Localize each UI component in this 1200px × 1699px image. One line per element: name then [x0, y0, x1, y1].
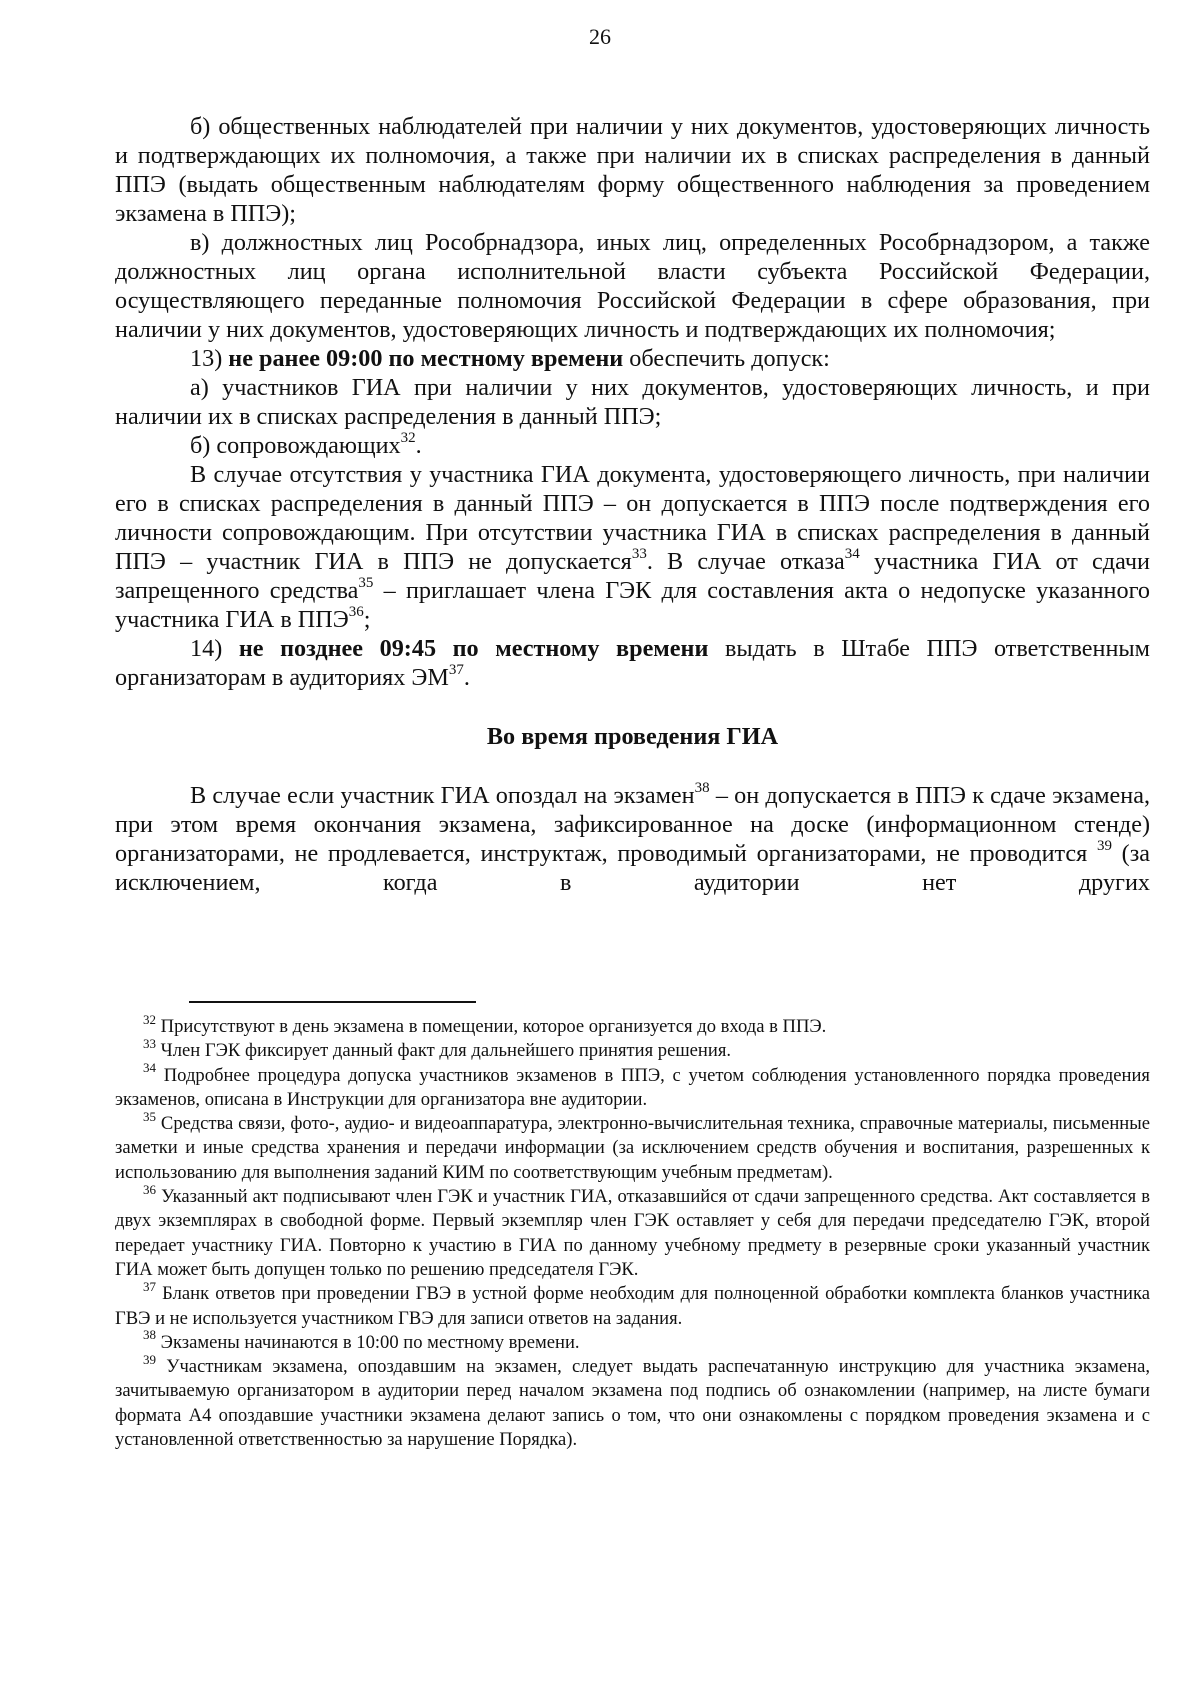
footnote-39: $^{39}$ Участникам экзамена, опоздавшим на экзамен, следует выдать распечатанную инструкцию для участника экзамена, зачитываемую организатором в аудитории перед началом экзамена под подпись об ознакомлении (например, на листе бумаги формата А4 опоздавшие участники экзамена делают запись о том, что они ознакомлены с порядком проведения экзамена и с установленной ответственностью за нарушение Порядка). [115, 1351, 1150, 1451]
footnote-ref-38: 38 [694, 780, 710, 797]
paragraph-officials: в) должностных лиц Рособрнадзора, иных лиц, определенных Рособрнадзором, а также должностных лиц органа исполнительной власти субъекта Российской Федерации, осуществляющего переданные полномочия Российской Федерации в сфере образования, при наличии у них документов, удостоверяющих личность и подтверждающих их полномочия; [115, 229, 1150, 343]
footnote-ref-33: 33 [631, 546, 647, 563]
footnote-33: $^{33}$ Член ГЭК фиксирует данный факт для дальнейшего принятия решения. [143, 1035, 732, 1062]
footnote-ref-39: 39 [1096, 838, 1112, 855]
footnote-34: $^{34}$ Подробнее процедура допуска участников экзаменов в ППЭ, с учетом соблюдения установленного порядка проведения экзаменов, описана в Инструкции для организатора вне аудитории. [115, 1060, 1150, 1110]
footnote-32: $^{32}$ Присутствуют в день экзамена в помещении, которое организуется до входа в ППЭ. [143, 1011, 827, 1037]
body-text [115, 112, 1150, 897]
section-heading: Во время проведения ГИА [486, 723, 779, 750]
paragraph-late-participant: В случае если участник ГИА опоздал на экзамен$^{38}$ – он допускается в ППЭ к сдаче экзамена, при этом время окончания экзамена, зафиксированное на доске (информационном стенде) организаторами, не продлевается, инструктаж, проводимый организаторами, не проводится $^{39}$ (за исключением, когда в аудитории нет других [115, 780, 1150, 896]
footnote-38: $^{38}$ Экзамены начинаются в 10:00 по местному времени. [143, 1327, 580, 1353]
footnote-36: $^{36}$ Указанный акт подписывают член ГЭК и участник ГИА, отказавшийся от сдачи запрещенного средства. Акт составляется в двух экземплярах в свободной форме. Первый экземпляр член ГЭК оставляет у себя для передачи председателю ГЭК, второй передает участнику ГИА. Повторно к участию в ГИА по данному учебному предмету в резервные сроки указанный участник ГИА может быть допущен только по решению председателя ГЭК. [115, 1181, 1150, 1280]
footnote-ref-35: 35 [358, 575, 374, 592]
item-14-bold: не позднее 09:45 по местному времени [238, 635, 709, 662]
footnote-35: $^{35}$ Средства связи, фото-, аудио- и видеоаппаратура, электронно-вычислительная техника, справочные материалы, письменные заметки и иные средства хранения и передачи информации (за исключением средств обучения и воспитания, разрешенных к использованию для выполнения заданий КИМ по соответствующим учебным предметам). [115, 1108, 1150, 1183]
footnote-separator [189, 1001, 476, 1003]
footnote-ref-34: 34 [844, 546, 860, 563]
footnote-37: $^{37}$ Бланк ответов при проведении ГВЭ в устной форме необходим для полноценной обработки комплекта бланков участника ГВЭ и не используется участником ГВЭ для записи ответов на задания. [115, 1278, 1150, 1329]
footnote-ref-32: 32 [400, 430, 416, 447]
paragraph-item-14: 14) не позднее 09:45 по местному времени выдать в Штабе ППЭ ответственным организаторам в аудиториях ЭМ$^{37}$. [115, 635, 1150, 691]
paragraph-item-13: 13) не ранее 09:00 по местному времени обеспечить допуск: [190, 345, 830, 372]
page-number: 26 [589, 24, 611, 49]
footnote-ref-36: 36 [348, 604, 364, 621]
paragraph-escorts: б) сопровождающих$^{32}$. [190, 430, 422, 459]
paragraph-no-document: В случае отсутствия у участника ГИА документа, удостоверяющего личность, при наличии его в списках распределения в данный ППЭ – он допускается в ППЭ после подтверждения его личности сопровождающим. При отсутствии участника ГИА в списках распределения в данный ППЭ – участник ГИА в ППЭ не допускается$^{33}$. В случае отказа$^{34}$ участника ГИА от сдачи запрещенного средства$^{35}$ – приглашает члена ГЭК для составления акта о недопуске указанного участника ГИА в ППЭ$^{36}$; [115, 461, 1150, 633]
paragraph-participants: а) участников ГИА при наличии у них документов, удостоверяющих личность, и при наличии их в списках распределения в данный ППЭ; [115, 374, 1150, 430]
paragraph-observers: б) общественных наблюдателей при наличии у них документов, удостоверяющих личность и подтверждающих их полномочия, а также при наличии их в списках распределения в данный ППЭ (выдать общественным наблюдателям форму общественного наблюдения за проведением экзамена в ППЭ); [115, 113, 1150, 227]
footnotes [115, 1011, 1150, 1452]
footnote-ref-37: 37 [448, 662, 464, 679]
item-13-bold: не ранее 09:00 по местному времени [228, 345, 624, 372]
